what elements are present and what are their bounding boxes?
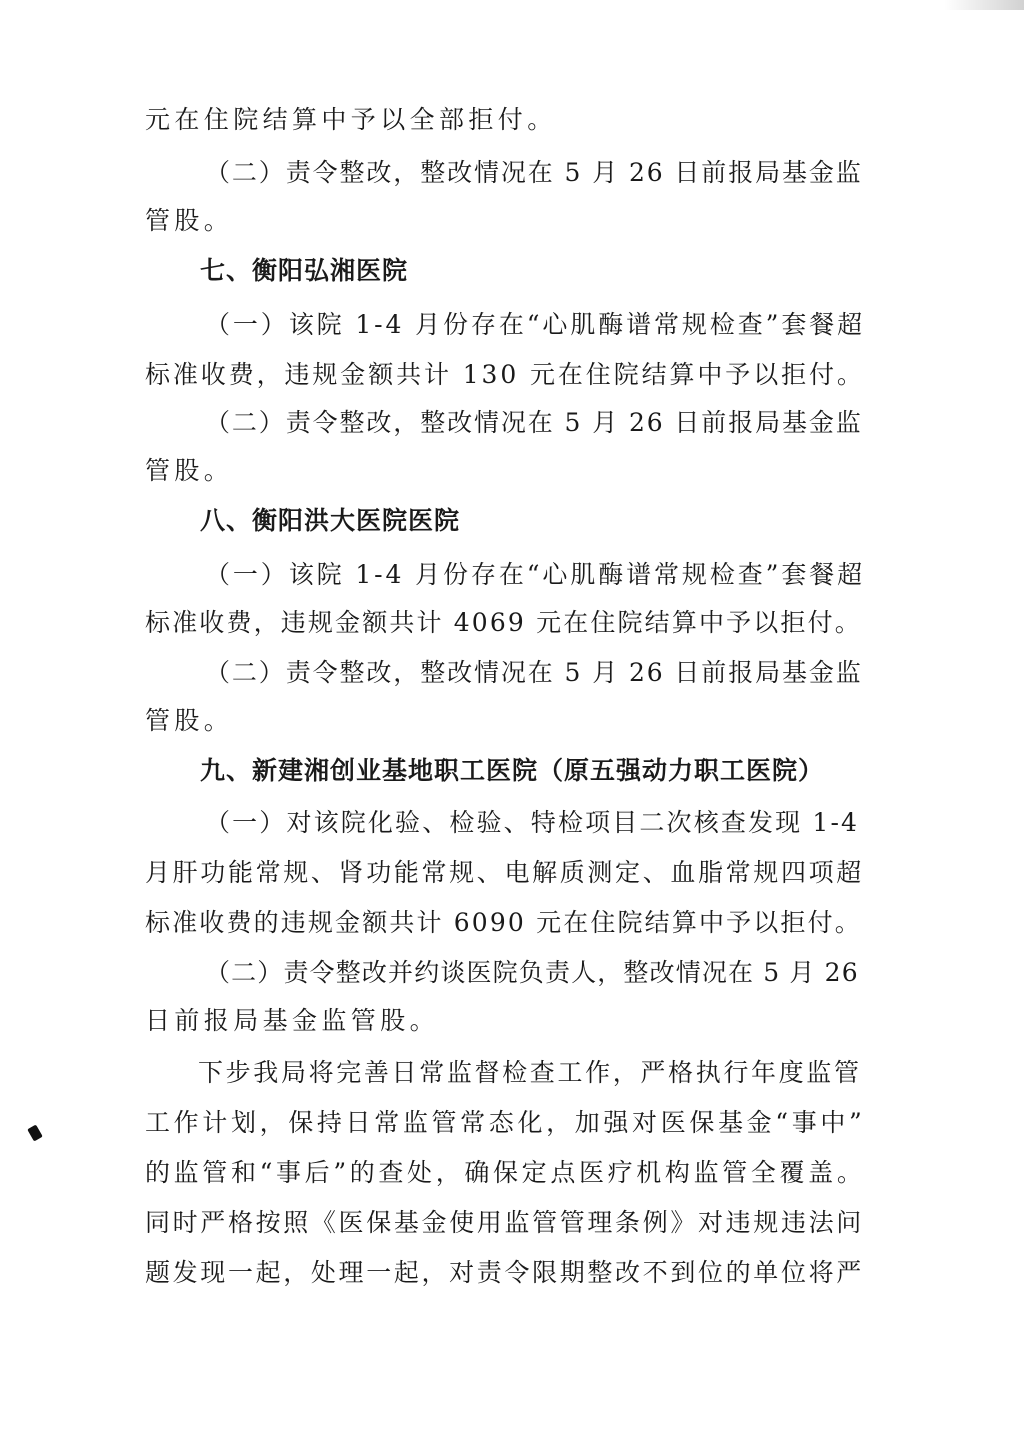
body-line: 标准收费的违规金额共计 6090 元在住院结算中予以拒付。 [145, 908, 862, 937]
body-line: （二）责令整改，整改情况在 5 月 26 日前报局基金监 [205, 658, 863, 687]
body-line: 题发现一起，处理一起，对责令限期整改不到位的单位将严 [145, 1258, 864, 1287]
body-line: （二）责令整改，整改情况在 5 月 26 日前报局基金监 [205, 158, 863, 187]
body-line: 管股。 [145, 706, 234, 735]
body-line: （二）责令整改并约谈医院负责人，整改情况在 5 月 26 [205, 958, 859, 987]
scan-edge-shadow [944, 0, 1024, 10]
section-heading-7: 七、衡阳弘湘医院 [200, 256, 409, 285]
body-line: 标准收费，违规金额共计 4069 元在住院结算中予以拒付。 [145, 608, 862, 637]
body-line: （二）责令整改，整改情况在 5 月 26 日前报局基金监 [205, 408, 863, 437]
body-line: 同时严格按照《医保基金使用监管管理条例》对违规违法问 [145, 1208, 864, 1237]
body-line: 月肝功能常规、肾功能常规、电解质测定、血脂常规四项超 [145, 858, 864, 887]
body-line: （一）该院 1-4 月份存在“心肌酶谱常规检查”套餐超 [205, 310, 866, 339]
body-line: 的监管和“事后”的查处，确保定点医疗机构监管全覆盖。 [145, 1158, 866, 1187]
body-line: 管股。 [145, 456, 234, 485]
scan-ink-mark [27, 1124, 43, 1141]
body-line: （一）该院 1-4 月份存在“心肌酶谱常规检查”套餐超 [205, 560, 866, 589]
body-line: 日前报局基金监管股。 [145, 1006, 440, 1035]
body-line: 标准收费，违规金额共计 130 元在住院结算中予以拒付。 [145, 360, 865, 389]
body-line: 元在住院结算中予以全部拒付。 [145, 105, 557, 134]
body-line: 工作计划，保持日常监管常态化，加强对医保基金“事中” [145, 1108, 866, 1137]
section-heading-9: 九、新建湘创业基地职工医院（原五强动力职工医院） [200, 756, 825, 785]
body-line: 管股。 [145, 206, 234, 235]
body-line: 下步我局将完善日常监督检查工作，严格执行年度监管 [198, 1058, 862, 1087]
body-line: （一）对该院化验、检验、特检项目二次核查发现 1-4 [205, 808, 860, 837]
section-heading-8: 八、衡阳洪大医院医院 [200, 506, 461, 535]
